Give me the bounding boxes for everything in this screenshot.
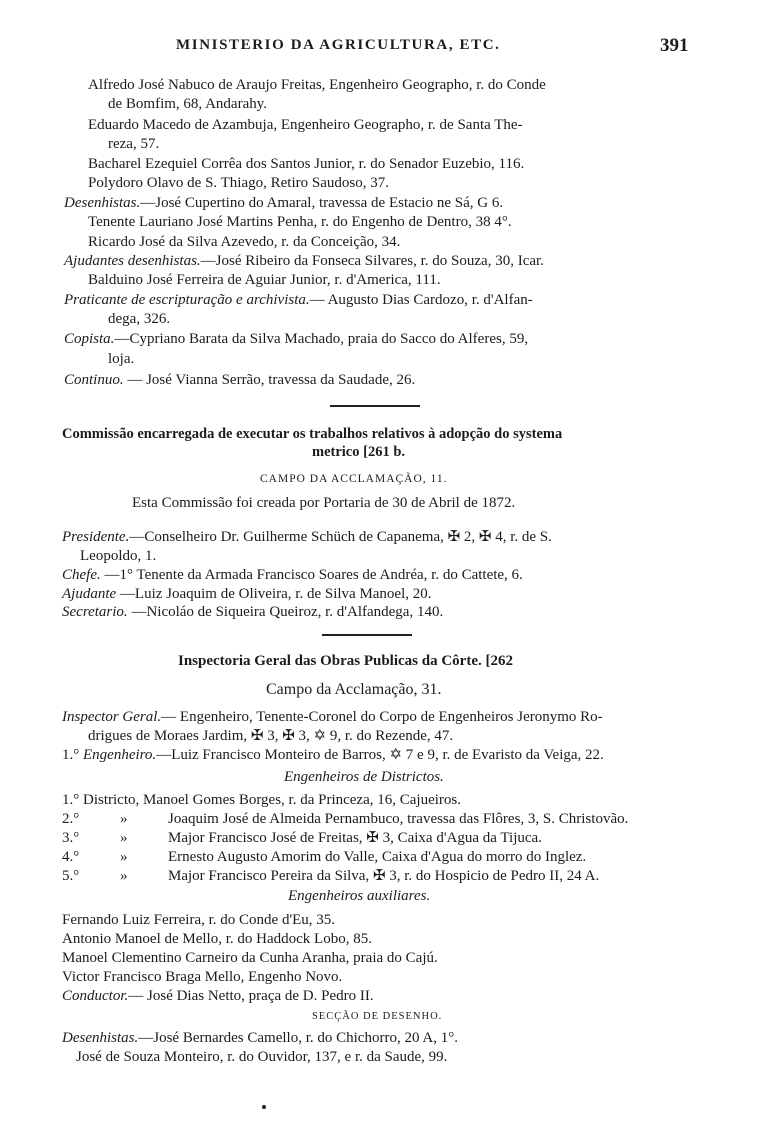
- entry-line: dega, 326.: [108, 311, 171, 327]
- entry-line: Eduardo Macedo de Azambuja, Engenheiro Geographo, r. de Santa The-: [88, 117, 523, 133]
- entry-line: Ajudantes desenhistas.—José Ribeiro da Fonseca Silvares, r. do Souza, 30, Icar.: [64, 253, 544, 269]
- staff-line: drigues de Moraes Jardim, ✠ 3, ✠ 3, ✡ 9, r. do Rezende, 47.: [88, 728, 454, 744]
- section-divider: [330, 405, 420, 407]
- entry-line: Desenhistas.—José Cupertino do Amaral, travessa de Estacio ne Sá, G 6.: [64, 195, 504, 211]
- member-line: Secretario. —Nicoláo de Siqueira Queiroz, r. d'Alfandega, 140.: [62, 604, 444, 620]
- staff-line: 1.° Engenheiro.—Luiz Francisco Monteiro de Barros, ✡ 7 e 9, r. de Evaristo da Veiga, 22.: [62, 747, 604, 763]
- commission-title-cont: metrico [261 b.: [312, 444, 406, 460]
- design-line: José de Souza Monteiro, r. do Ouvidor, 137, e r. da Saude, 99.: [76, 1049, 448, 1065]
- district-line: 4.° » Ernesto Augusto Amorim do Valle, Caixa d'Agua do morro do Inglez.: [62, 849, 587, 865]
- inspectoria-title: Inspectoria Geral das Obras Publicas da Côrte. [262: [178, 653, 513, 669]
- entry-line: Praticante de escripturação e archivista.— Augusto Dias Cardozo, r. d'Alfan-: [64, 292, 533, 308]
- entry-line: Copista.—Cypriano Barata da Silva Machado, praia do Sacco do Alferes, 59,: [64, 331, 529, 347]
- commission-address: CAMPO DA ACCLAMAÇÃO, 11.: [260, 473, 448, 485]
- staff-line: Inspector Geral.— Engenheiro, Tenente-Coronel do Corpo de Engenheiros Jeronymo Ro-: [62, 709, 603, 725]
- entry-line: loja.: [108, 351, 135, 367]
- role-label: Desenhistas.: [62, 1030, 139, 1046]
- auxiliar-line: Fernando Luiz Ferreira, r. do Conde d'Eu, 35.: [62, 912, 336, 928]
- district-line: 1.° Districto, Manoel Gomes Borges, r. da Princeza, 16, Cajueiros.: [62, 792, 461, 808]
- entry-line: reza, 57.: [108, 136, 160, 152]
- entry-line: Ricardo José da Silva Azevedo, r. da Conceição, 34.: [88, 234, 401, 250]
- commission-note: Esta Commissão foi creada por Portaria de 30 de Abril de 1872.: [132, 495, 516, 511]
- running-header-title: MINISTERIO DA AGRICULTURA, ETC.: [176, 37, 501, 53]
- auxiliares-heading: Engenheiros auxiliares.: [288, 888, 431, 904]
- entry-line: Polydoro Olavo de S. Thiago, Retiro Saudoso, 37.: [88, 175, 389, 191]
- auxiliar-line: Manoel Clementino Carneiro da Cunha Aranha, praia do Cajú.: [62, 950, 438, 966]
- role-label: Continuo.: [64, 372, 124, 388]
- role-label: Secretario.: [62, 604, 128, 620]
- member-line: Presidente.—Conselheiro Dr. Guilherme Schüch de Capanema, ✠ 2, ✠ 4, r. de S.: [62, 529, 552, 545]
- auxiliar-line: Victor Francisco Braga Mello, Engenho Novo.: [62, 969, 343, 985]
- role-label: Ajudantes desenhistas.: [64, 253, 201, 269]
- commission-title: Commissão encarregada de executar os trabalhos relativos à adopção do systema: [62, 426, 563, 442]
- district-line: 3.° » Major Francisco José de Freitas, ✠ 3, Caixa d'Agua da Tijuca.: [62, 830, 542, 846]
- entry-line: Tenente Lauriano José Martins Penha, r. do Engenho de Dentro, 38 4°.: [88, 214, 512, 230]
- districts-heading: Engenheiros de Districtos.: [284, 769, 444, 785]
- district-line: 2.° » Joaquim José de Almeida Pernambuco, travessa das Flôres, 3, S. Christovão.: [62, 811, 629, 827]
- role-label: Copista.: [64, 331, 115, 347]
- role-label: Engenheiro.: [83, 747, 157, 763]
- role-label: Desenhistas.: [64, 195, 141, 211]
- role-label: Ajudante: [62, 586, 117, 602]
- design-section-heading: SECÇÃO DE DESENHO.: [312, 1011, 443, 1022]
- role-label: Praticante de escripturação e archivista.: [64, 292, 310, 308]
- member-line: Leopoldo, 1.: [80, 548, 157, 564]
- page-number: 391: [660, 35, 689, 56]
- entry-line: Continuo. — José Vianna Serrão, travessa da Saudade, 26.: [64, 372, 416, 388]
- inspectoria-address: Campo da Acclamação, 31.: [266, 681, 442, 698]
- auxiliar-line: Antonio Manoel de Mello, r. do Haddock Lobo, 85.: [62, 931, 372, 947]
- role-label: Presidente.: [62, 529, 130, 545]
- member-line: Chefe. —1° Tenente da Armada Francisco Soares de Andréa, r. do Cattete, 6.: [62, 567, 523, 583]
- role-label: Inspector Geral.: [62, 709, 162, 725]
- entry-line: Alfredo José Nabuco de Araujo Freitas, Engenheiro Geographo, r. do Conde: [88, 77, 546, 93]
- member-line: Ajudante —Luiz Joaquim de Oliveira, r. de Silva Manoel, 20.: [62, 586, 432, 602]
- entry-line: Bacharel Ezequiel Corrêa dos Santos Junior, r. do Senador Euzebio, 116.: [88, 156, 525, 172]
- design-line: Desenhistas.—José Bernardes Camello, r. do Chichorro, 20 A, 1°.: [62, 1030, 458, 1046]
- district-line: 5.° » Major Francisco Pereira da Silva, ✠ 3, r. do Hospicio de Pedro II, 24 A.: [62, 868, 600, 884]
- entry-line: Balduino José Ferreira de Aguiar Junior, r. d'America, 111.: [88, 272, 441, 288]
- print-dot: [262, 1105, 266, 1109]
- auxiliar-line: Conductor.— José Dias Netto, praça de D. Pedro II.: [62, 988, 374, 1004]
- role-label: Conductor.: [62, 988, 129, 1004]
- section-divider: [322, 634, 412, 636]
- role-label: Chefe.: [62, 567, 101, 583]
- entry-line: de Bomfim, 68, Andarahy.: [108, 96, 268, 112]
